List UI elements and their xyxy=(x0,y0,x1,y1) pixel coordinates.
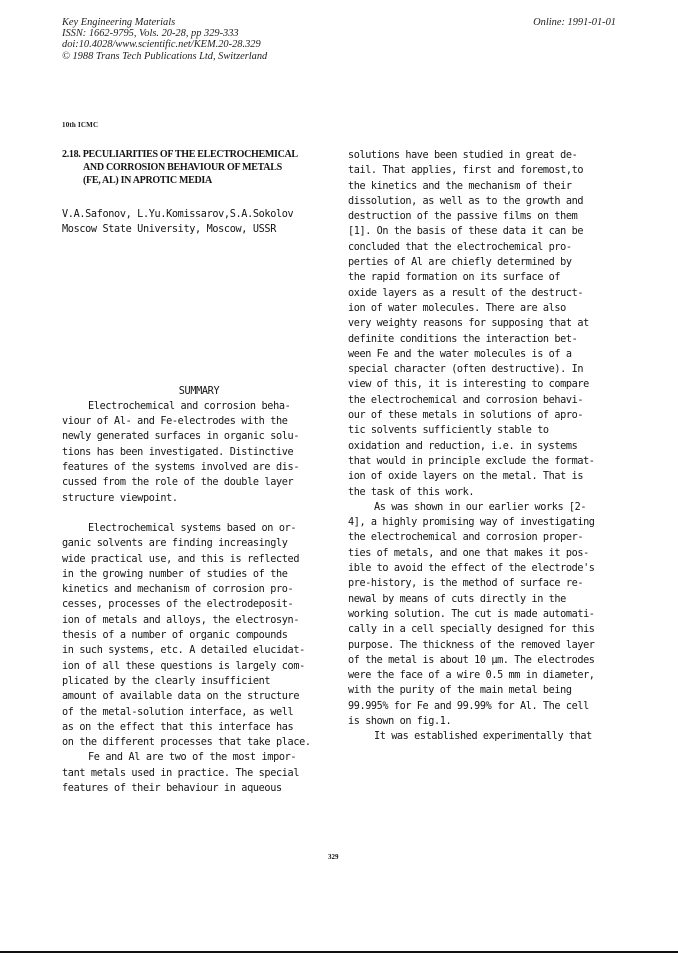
body-line: very weighty reasons for supposing that at xyxy=(348,318,589,330)
body-line: with the purity of the main metal being xyxy=(348,685,572,697)
body-line: ganic solvents are finding increasingly xyxy=(62,538,288,550)
body-line: ion of water molecules. There are also xyxy=(348,302,566,314)
body-line: cally in a cell specially designed for this xyxy=(348,624,595,636)
bottom-rule xyxy=(0,951,678,953)
body-line: solutions have been studied in great de- xyxy=(348,150,578,161)
page-number: 329 xyxy=(328,853,339,861)
left-column xyxy=(62,148,336,796)
body-line: 4], a highly promising way of investigating xyxy=(348,517,595,529)
body-line: working solution. The cut is made automati- xyxy=(348,608,595,620)
body-line: dissolution, as well as to the growth and xyxy=(348,195,584,207)
body-line: ties of metals, and one that makes it pos- xyxy=(348,547,589,559)
body-line: the rapid formation on its surface of xyxy=(348,272,561,284)
summary-line: Electrochemical and corrosion beha- xyxy=(88,400,291,412)
body-line: 99.995% for Fe and 99.99% for Al. The cell xyxy=(348,700,589,712)
body-line: the kinetics and the mechanism of their xyxy=(348,180,572,192)
summary-line: newly generated surfaces in organic solu- xyxy=(62,431,300,443)
body-line: plicated by the clearly insufficient xyxy=(62,675,271,687)
journal-issn: ISSN: 1662-9795, Vols. 20-28, pp 329-333 xyxy=(62,28,239,40)
title-line-2: AND CORROSION BEHAVIOUR OF METALS xyxy=(83,162,282,173)
body-left xyxy=(62,521,336,796)
right-column xyxy=(348,148,620,745)
body-line: amount of available data on the structure xyxy=(62,691,300,703)
body-line: as on the effect that this interface has xyxy=(62,721,294,733)
conference-tag: 10th ICMC xyxy=(62,121,99,129)
body-line: the electrochemical and corrosion behavi- xyxy=(348,394,584,406)
journal-copyright: © 1988 Trans Tech Publications Ltd, Switzerland xyxy=(62,50,268,62)
summary-line: viour of Al- and Fe-electrodes with the xyxy=(62,416,288,428)
body-line: is shown on fig.1. xyxy=(348,715,452,727)
body-line: tic solvents sufficiently stable to xyxy=(348,425,549,437)
journal-name: Key Engineering Materials xyxy=(62,17,176,28)
summary-line: cussed from the role of the double layer xyxy=(62,477,294,489)
authors: V.A.Safonov, L.Yu.Komissarov,S.A.Sokolov xyxy=(62,209,294,220)
body-line: destruction of the passive films on them xyxy=(348,211,578,223)
body-line: the task of this work. xyxy=(348,486,475,498)
body-line: of the metal-solution interface, as well xyxy=(62,706,294,718)
journal-doi: doi:10.4028/www.scientific.net/KEM.20-28.329 xyxy=(62,39,261,51)
body-line: the electrochemical and corrosion proper- xyxy=(348,532,584,544)
journal-meta xyxy=(62,17,267,62)
body-line: pre-history, is the method of surface re- xyxy=(348,578,584,590)
body-line: in the growing number of studies of the xyxy=(62,568,288,580)
summary xyxy=(62,399,336,506)
body-line: features of their behaviour in aqueous xyxy=(62,783,282,795)
summary-line: features of the systems involved are dis- xyxy=(62,462,300,474)
body-line: ion of metals and alloys, the electrosyn- xyxy=(62,614,300,626)
body-line: were the face of a wire 0.5 mm in diameter, xyxy=(348,670,595,682)
body-line: ween Fe and the water molecules is of a xyxy=(348,348,572,360)
body-line: thesis of a number of organic compounds xyxy=(62,630,288,642)
body-line: in such systems, etc. A detailed elucidat- xyxy=(62,645,305,657)
body-line: that would in principle exclude the format- xyxy=(348,455,595,467)
summary-heading: SUMMARY xyxy=(178,385,220,397)
body-line: tant metals used in practice. The special xyxy=(62,767,300,779)
body-line: of the metal is about 10 µm. The electrodes xyxy=(348,654,595,666)
online-date: Online: 1991-01-01 xyxy=(533,17,616,28)
body-line: As was shown in our earlier works [2- xyxy=(374,501,587,513)
body-line: Electrochemical systems based on or- xyxy=(88,522,297,534)
body-line: Fe and Al are two of the most impor- xyxy=(88,752,297,764)
body-line: special character (often destructive). In xyxy=(348,364,584,376)
body-line: ion of all these questions is largely com- xyxy=(62,660,305,672)
summary-line: structure viewpoint. xyxy=(62,492,178,504)
body-line: perties of Al are chiefly determined by xyxy=(348,257,572,269)
body-line: [1]. On the basis of these data it can be xyxy=(348,226,584,238)
body-line: ion of oxide layers on the metal. That is xyxy=(348,471,584,483)
body-line: view of this, it is interesting to compare xyxy=(348,379,589,391)
body-line: It was established experimentally that xyxy=(374,731,592,743)
body-line: purpose. The thickness of the removed layer xyxy=(348,639,595,651)
body-line: ible to avoid the effect of the electrode's xyxy=(348,563,595,575)
body-line: on the different processes that take place. xyxy=(62,737,311,749)
title-line-1: 2.18. PECULIARITIES OF THE ELECTROCHEMICAL xyxy=(62,149,298,160)
body-line: oxide layers as a result of the destruct- xyxy=(348,287,584,299)
body-line: oxidation and reduction, i.e. in systems xyxy=(348,440,578,452)
body-line: concluded that the electrochemical pro- xyxy=(348,241,572,253)
body-line: our of these metals in solutions of apro- xyxy=(348,410,584,422)
body-line: wide practical use, and this is reflected xyxy=(62,553,300,565)
body-line: definite conditions the interaction bet- xyxy=(348,333,578,345)
body-line: newal by means of cuts directly in the xyxy=(348,593,566,605)
body-line: tail. That applies, first and foremost,to xyxy=(348,165,584,177)
summary-line: tions has been investigated. Distinctive xyxy=(62,446,294,458)
body-line: cesses, processes of the electrodeposit- xyxy=(62,599,294,611)
article-number: 2.18. xyxy=(62,149,81,160)
affiliation: Moscow State University, Moscow, USSR xyxy=(62,224,276,236)
article-title xyxy=(62,148,336,187)
title-line-3: (FE, AL) IN APROTIC MEDIA xyxy=(83,175,212,186)
body-line: kinetics and mechanism of corrosion pro- xyxy=(62,584,294,596)
